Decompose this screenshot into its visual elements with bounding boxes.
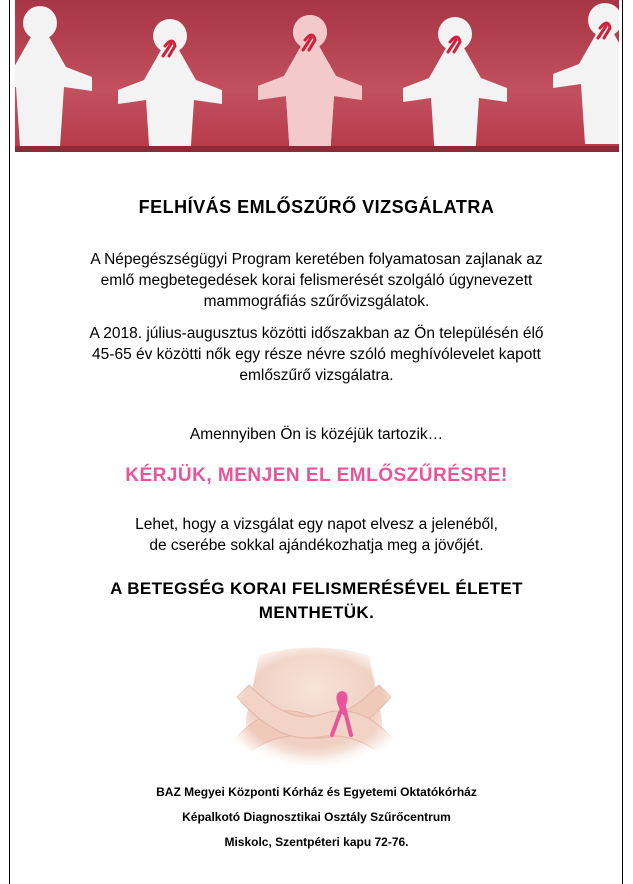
intro-line: mammográfiás szűrővizsgálatok. xyxy=(203,293,430,310)
crossed-arms-ribbon-photo xyxy=(229,645,399,765)
footer-department: Képalkotó Diagnosztikai Osztály Szűrőcentrum xyxy=(182,810,451,824)
motivation-line: de cserébe sokkal ajándékozhatja meg a jövőjét. xyxy=(149,537,484,554)
intro-line: A Népegészségügyi Program keretében folyamatosan zajlanak az xyxy=(90,251,543,268)
slogan-line: A BETEGSÉG KORAI FELISMERÉSÉVEL ÉLETET xyxy=(110,579,523,598)
hero-image xyxy=(15,0,619,152)
if-you-are-one-text: Amennyiben Ön is közéjük tartozik… xyxy=(189,426,444,443)
motivation-line: Lehet, hogy a vizsgálat egy napot elvesz a jelenéből, xyxy=(135,516,498,533)
call-to-action-heading: KÉRJÜK, MENJEN EL EMLŐSZŰRÉSRE! xyxy=(125,465,508,486)
invitation-line: emlőszűrő vizsgálatra. xyxy=(239,367,394,384)
footer-hospital-name: BAZ Megyei Központi Kórház és Egyetemi Oktatókórház xyxy=(156,785,477,799)
intro-line: emlő megbetegedések korai felismerését szolgáló úgynevezett xyxy=(100,272,533,289)
invitation-line: A 2018. július-augusztus közötti időszakban az Ön településén élő xyxy=(89,325,544,342)
paper-dolls-image xyxy=(15,0,619,152)
invitation-paragraph xyxy=(0,323,633,386)
motivation-paragraph xyxy=(0,514,633,556)
slogan xyxy=(0,577,633,625)
intro-paragraph xyxy=(0,249,633,312)
invitation-line: 45-65 év közötti nők egy része névre szóló meghívólevelet kapott xyxy=(92,346,541,363)
slogan-line: MENTHETÜK. xyxy=(258,603,375,622)
page-title: FELHÍVÁS EMLŐSZŰRŐ VIZSGÁLATRA xyxy=(138,197,495,217)
footer-address: Miskolc, Szentpéteri kapu 72-76. xyxy=(224,835,409,849)
ribbon-photo-image xyxy=(229,645,399,765)
